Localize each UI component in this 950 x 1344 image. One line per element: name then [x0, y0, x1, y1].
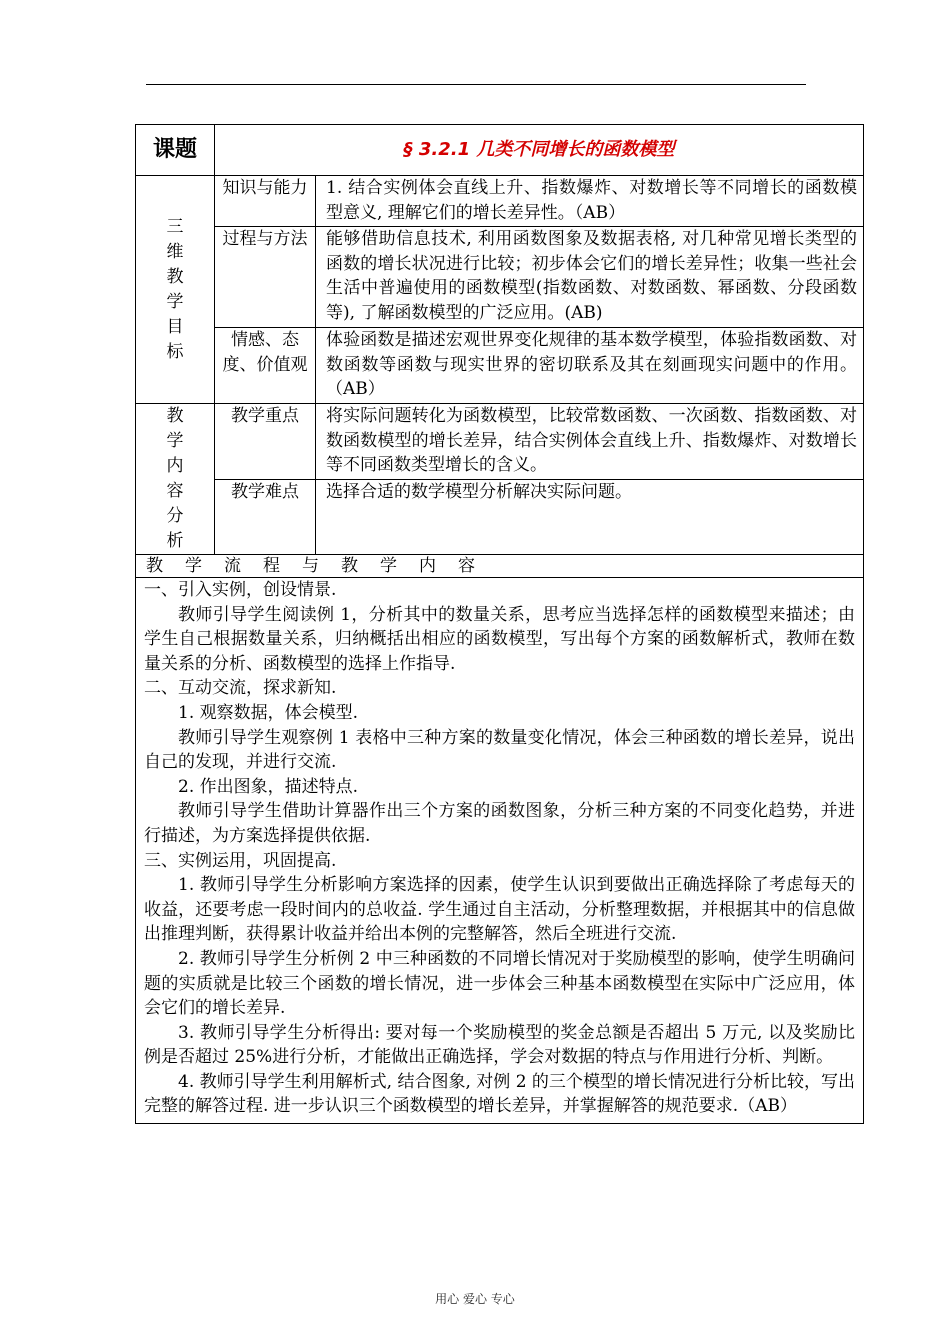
paragraph: 3. 教师引导学生分析得出: 要对每一个奖励模型的奖金总额是否超出 5 万元, 以及奖励比例是否超过 25%进行分析，才能做出正确选择，学会对数据的特点与作用进行分析、判断。 [144, 1022, 855, 1068]
objectives-label-char: 标 [166, 341, 184, 362]
lesson-title: § 3.2.1 几类不同增长的函数模型 [215, 125, 864, 176]
flow-content [136, 578, 864, 1124]
objectives-label-char: 目 [166, 316, 184, 337]
analysis-label-char: 教 [166, 406, 184, 426]
flow-header [136, 555, 864, 578]
flow-content-row [136, 578, 864, 1124]
analysis-row [136, 404, 864, 480]
objective-text: 1. 结合实例体会直线上升、指数爆炸、对数增长等不同增长的函数模型意义, 理解它们的增长差异性。（AB） [316, 176, 864, 227]
analysis-label-char: 析 [166, 531, 184, 551]
analysis-label-char: 分 [166, 506, 184, 526]
objectives-label-char: 维 [166, 241, 184, 262]
paragraph: 教师引导学生借助计算器作出三个方案的函数图象，分析三种方案的不同变化趋势，并进行描述，为方案选择提供依据. [144, 801, 855, 846]
flow-header-char: 容 [458, 556, 475, 576]
flow-header-char: 学 [380, 556, 397, 576]
analysis-label-char: 学 [166, 431, 184, 451]
objectives-label-char: 学 [166, 291, 184, 312]
step-heading: 2. 作出图象，描述特点. [178, 776, 359, 797]
topic-label: 课题 [136, 125, 215, 176]
objective-text: 能够借助信息技术, 利用函数图象及数据表格, 对几种常见增长类型的函数的增长状况进行比较；初步体会它们的增长差异性；收集一些社会生活中普遍使用的函数模型(指数函数、对数函数、幂函数、分段函数等), 了解函数模型的广泛应用。(AB) [316, 227, 864, 328]
objective-row [136, 328, 864, 404]
flow-header-char: 与 [302, 556, 319, 576]
flow-header-char: 内 [419, 556, 436, 576]
objective-row [136, 227, 864, 328]
objective-sublabel: 知识与能力 [215, 176, 316, 227]
step-heading: 1. 观察数据，体会模型. [178, 702, 359, 723]
analysis-label [136, 404, 215, 555]
header-rule [146, 84, 806, 85]
section-heading: 二、互动交流，探求新知. [144, 678, 337, 699]
analysis-label-char: 容 [166, 481, 184, 501]
objective-sublabel: 情感、态度、价值观 [215, 328, 316, 404]
paragraph: 4. 教师引导学生利用解析式, 结合图象, 对例 2 的三个模型的增长情况进行分析比较，写出完整的解答过程. 进一步认识三个函数模型的增长差异，并掌握解答的规范要求.（AB） [144, 1071, 855, 1117]
page-footer: 用心 爱心 专心 [435, 1292, 515, 1306]
paragraph: 1. 教师引导学生分析影响方案选择的因素，使学生认识到要做出正确选择除了考虑每天的收益，还要考虑一段时间内的总收益. 学生通过自主活动，分析整理数据，并根据其中的信息做出推理判断，获得累计收益并给出本例的完整解答，然后全班进行交流. [144, 875, 855, 945]
flow-header-char: 教 [146, 556, 163, 576]
analysis-sublabel: 教学难点 [215, 480, 316, 555]
analysis-row [136, 480, 864, 555]
objective-row [136, 176, 864, 227]
flow-header-char: 学 [185, 556, 202, 576]
analysis-label-char: 内 [166, 456, 184, 476]
flow-header-row [136, 555, 864, 578]
paragraph: 2. 教师引导学生分析例 2 中三种函数的不同增长情况对于奖励模型的影响，使学生明确问题的实质就是比较三个函数的增长情况，进一步体会三种基本函数模型在实际中广泛应用，体会它们的增长差异. [144, 948, 855, 1019]
objective-text: 体验函数是描述宏观世界变化规律的基本数学模型，体验指数函数、对数函数等函数与现实世界的密切联系及其在刻画现实问题中的作用。（AB） [316, 328, 864, 404]
objectives-label-char: 三 [166, 216, 184, 237]
section-heading: 三、实例运用，巩固提高. [144, 850, 337, 871]
paragraph: 教师引导学生观察例 1 表格中三种方案的数量变化情况，体会三种函数的增长差异，说出自己的发现，并进行交流. [144, 727, 855, 773]
flow-header-char: 程 [263, 556, 280, 576]
paragraph: 教师引导学生阅读例 1，分析其中的数量关系，思考应当选择怎样的函数模型来描述；由学生自己根据数量关系，归纳概括出相应的函数模型，写出每个方案的函数解析式，教师在数量关系的分析、函数模型的选择上作指导. [144, 604, 855, 674]
objectives-label-char: 教 [166, 266, 184, 287]
analysis-text: 将实际问题转化为函数模型，比较常数函数、一次函数、指数函数、对数函数模型的增长差异，结合实例体会直线上升、指数爆炸、对数增长等不同函数类型增长的含义。 [316, 404, 864, 480]
objective-sublabel: 过程与方法 [215, 227, 316, 328]
analysis-text: 选择合适的数学模型分析解决实际问题。 [316, 480, 864, 555]
section-heading: 一、引入实例，创设情景. [144, 580, 337, 600]
flow-header-char: 教 [341, 556, 358, 576]
lesson-plan-table [135, 124, 864, 1124]
title-row [136, 125, 864, 176]
analysis-sublabel: 教学重点 [215, 404, 316, 480]
objectives-label [136, 176, 215, 404]
flow-header-char: 流 [224, 556, 241, 576]
